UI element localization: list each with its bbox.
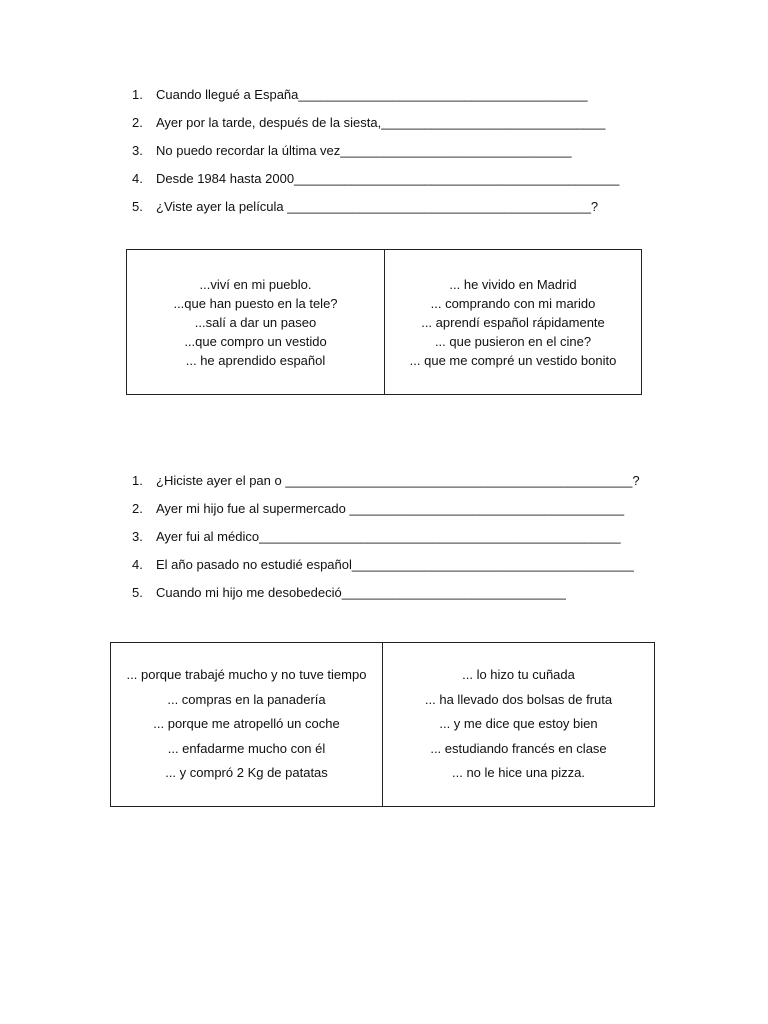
answer-fragment: ... enfadarme mucho con él [167, 740, 326, 756]
answer-column-right [382, 643, 654, 806]
answer-fragment: ... comprando con mi marido [430, 295, 596, 311]
answer-fragment: ... que me compré un vestido bonito [409, 352, 617, 368]
answer-fragment: ... lo hizo tu cuñada [462, 667, 575, 683]
answer-fragment: ... estudiando francés en clase [430, 740, 607, 756]
question-text: Desde 1984 hasta 2000_____________________________________________ [156, 171, 620, 186]
answer-box-1 [126, 249, 642, 395]
question-text: Ayer mi hijo fue al supermercado ______________________________________ [156, 501, 625, 516]
answer-fragment: ... y me dice que estoy bien [439, 716, 598, 732]
question-text: Ayer por la tarde, después de la siesta,_______________________________ [156, 115, 606, 130]
answer-fragment: ... he vivido en Madrid [449, 276, 577, 292]
question-number: 3. [132, 143, 143, 158]
question-number: 5. [132, 585, 143, 600]
question-number: 3. [132, 529, 143, 544]
answer-fragment: ... no le hice una pizza. [452, 765, 585, 781]
answer-fragment: ...que compro un vestido [184, 333, 327, 349]
answer-column-right [384, 250, 641, 394]
question-text: Cuando llegué a España________________________________________ [156, 87, 588, 102]
question-text: El año pasado no estudié español_______________________________________ [156, 557, 634, 572]
question-number: 4. [132, 171, 143, 186]
answer-fragment: ... compras en la panadería [167, 691, 326, 707]
answer-column-left [127, 250, 384, 394]
question-text: Ayer fui al médico__________________________________________________ [156, 529, 621, 544]
answer-fragment: ... aprendí español rápidamente [421, 314, 605, 330]
answer-fragment: ...salí a dar un paseo [194, 314, 317, 330]
answer-fragment: ...viví en mi pueblo. [199, 276, 312, 292]
question-text: ¿Hiciste ayer el pan o ________________________________________________? [156, 473, 640, 488]
answer-fragment: ... porque me atropelló un coche [153, 716, 340, 732]
question-text: Cuando mi hijo me desobedeció_______________________________ [156, 585, 566, 600]
question-number: 2. [132, 501, 143, 516]
answer-fragment: ... y compró 2 Kg de patatas [165, 765, 328, 781]
question-number: 1. [132, 473, 143, 488]
answer-fragment: ...que han puesto en la tele? [173, 295, 338, 311]
question-text: No puedo recordar la última vez________________________________ [156, 143, 572, 158]
question-number: 2. [132, 115, 143, 130]
question-number: 1. [132, 87, 143, 102]
question-number: 4. [132, 557, 143, 572]
answer-fragment: ... porque trabajé mucho y no tuve tiempo [126, 667, 367, 683]
question-text: ¿Viste ayer la película __________________________________________? [156, 199, 599, 214]
question-number: 5. [132, 199, 143, 214]
answer-box-2 [110, 642, 655, 807]
answer-fragment: ... ha llevado dos bolsas de fruta [424, 691, 613, 707]
answer-fragment: ... que pusieron en el cine? [434, 333, 592, 349]
answer-column-left [111, 643, 382, 806]
answer-fragment: ... he aprendido español [185, 352, 326, 368]
